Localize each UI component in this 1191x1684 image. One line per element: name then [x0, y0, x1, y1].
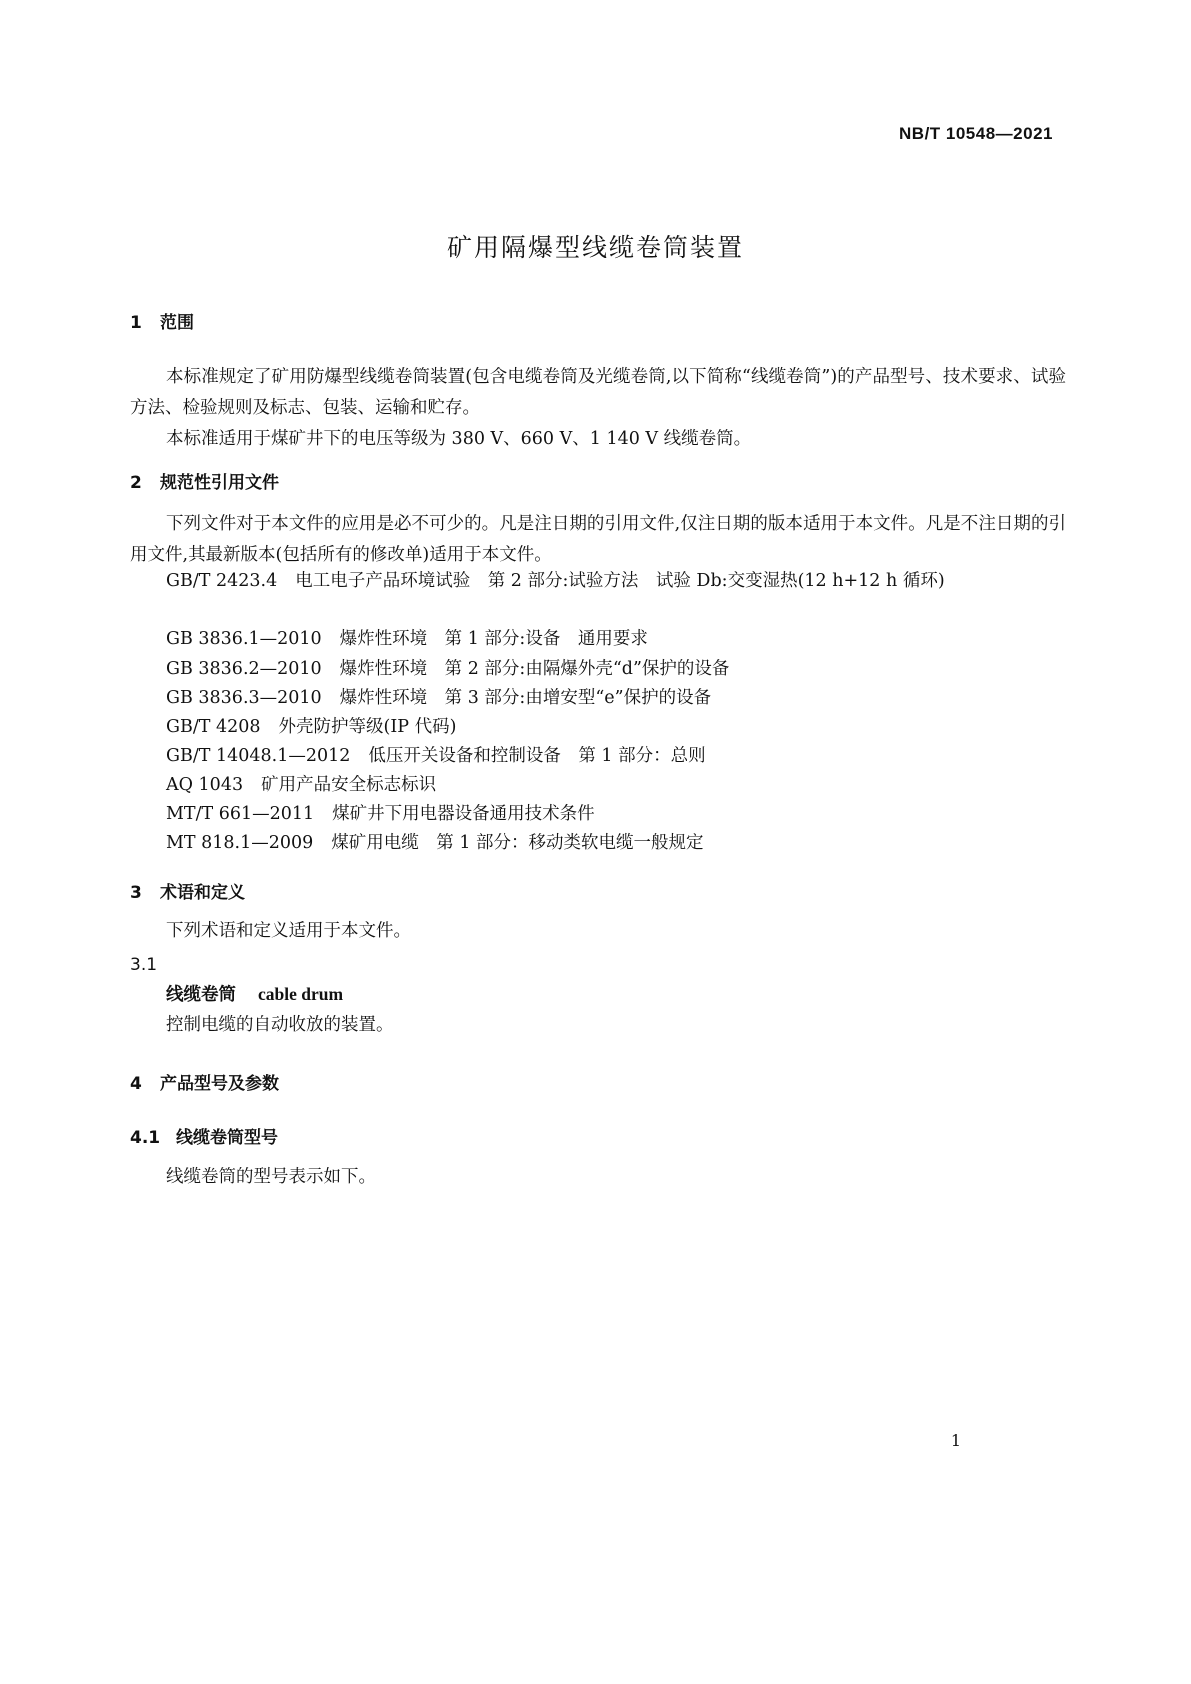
section-number: 1 — [130, 313, 142, 333]
model-intro: 线缆卷筒的型号表示如下。 — [166, 1167, 376, 1187]
reference-item — [130, 566, 1066, 597]
reference-item — [166, 799, 595, 830]
terms-intro: 下列术语和定义适用于本文件。 — [166, 921, 411, 941]
reference-title: 低压开关设备和控制设备 第 1 部分：总则 — [368, 746, 706, 766]
reference-code: GB/T 2423.4 — [166, 571, 278, 591]
reference-code: GB 3836.1—2010 — [166, 629, 322, 649]
reference-item — [166, 654, 729, 685]
reference-title: 矿用产品安全标志标识 — [261, 775, 437, 795]
page-number: 1 — [950, 1431, 961, 1450]
reference-item — [166, 828, 704, 859]
reference-code: AQ 1043 — [166, 775, 244, 795]
reference-code: MT/T 661—2011 — [166, 804, 315, 824]
reference-title: 爆炸性环境 第 1 部分:设备 通用要求 — [339, 629, 648, 649]
reference-title: 煤矿用电缆 第 1 部分：移动类软电缆一般规定 — [331, 833, 704, 853]
section-1-heading — [130, 308, 194, 333]
section-title: 范围 — [160, 313, 194, 333]
reference-title: 爆炸性环境 第 2 部分:由隔爆外壳“d”保护的设备 — [339, 659, 730, 679]
reference-code: MT 818.1—2009 — [166, 833, 314, 853]
section-4-heading — [130, 1069, 279, 1094]
references-intro: 下列文件对于本文件的应用是必不可少的。凡是注日期的引用文件,仅注日期的版本适用于本文件。凡是不注日期的引用文件,其最新版本(包括所有的修改单)适用于本文件。 — [130, 514, 1066, 565]
document-title: 矿用隔爆型线缆卷筒装置 — [446, 233, 744, 262]
section-number: 3 — [130, 883, 142, 903]
term-definition: 控制电缆的自动收放的装置。 — [166, 1015, 394, 1035]
section-number: 2 — [130, 473, 142, 493]
section-3-heading — [130, 878, 245, 903]
reference-item — [166, 770, 436, 801]
section-title: 规范性引用文件 — [160, 473, 279, 493]
reference-code: GB/T 14048.1—2012 — [166, 746, 351, 766]
reference-item — [166, 741, 706, 772]
term-name-chinese: 线缆卷筒 — [166, 985, 236, 1005]
standard-number: NB/T 10548—2021 — [899, 124, 1053, 143]
reference-code: GB/T 4208 — [166, 717, 261, 737]
subsection-4-1-heading — [130, 1123, 278, 1148]
reference-code: GB 3836.2—2010 — [166, 659, 322, 679]
reference-title: 外壳防护等级(IP 代码) — [278, 717, 457, 737]
reference-item — [166, 624, 648, 655]
subsection-title: 线缆卷筒型号 — [176, 1128, 278, 1148]
term-number: 3.1 — [130, 955, 158, 975]
scope-paragraph-2: 本标准适用于煤矿井下的电压等级为 380 V、660 V、1 140 V 线缆卷筒。 — [166, 429, 752, 449]
section-title: 术语和定义 — [160, 883, 245, 903]
scope-paragraph-1: 本标准规定了矿用防爆型线缆卷筒装置(包含电缆卷筒及光缆卷筒,以下简称“线缆卷筒”)的产品型号、技术要求、试验方法、检验规则及标志、包装、运输和贮存。 — [130, 367, 1066, 418]
term-name-english: cable drum — [258, 984, 344, 1004]
reference-item — [166, 683, 711, 714]
reference-title: 电工电子产品环境试验 第 2 部分:试验方法 试验 Db:交变湿热(12 h+12 h 循环) — [295, 571, 945, 591]
reference-title: 爆炸性环境 第 3 部分:由增安型“e”保护的设备 — [339, 688, 712, 708]
reference-item — [166, 712, 456, 743]
subsection-number: 4.1 — [130, 1128, 161, 1148]
reference-code: GB 3836.3—2010 — [166, 688, 322, 708]
section-title: 产品型号及参数 — [160, 1074, 279, 1094]
section-2-heading — [130, 468, 279, 493]
term-name — [166, 981, 343, 1006]
section-number: 4 — [130, 1074, 142, 1094]
reference-title: 煤矿井下用电器设备通用技术条件 — [332, 804, 595, 824]
